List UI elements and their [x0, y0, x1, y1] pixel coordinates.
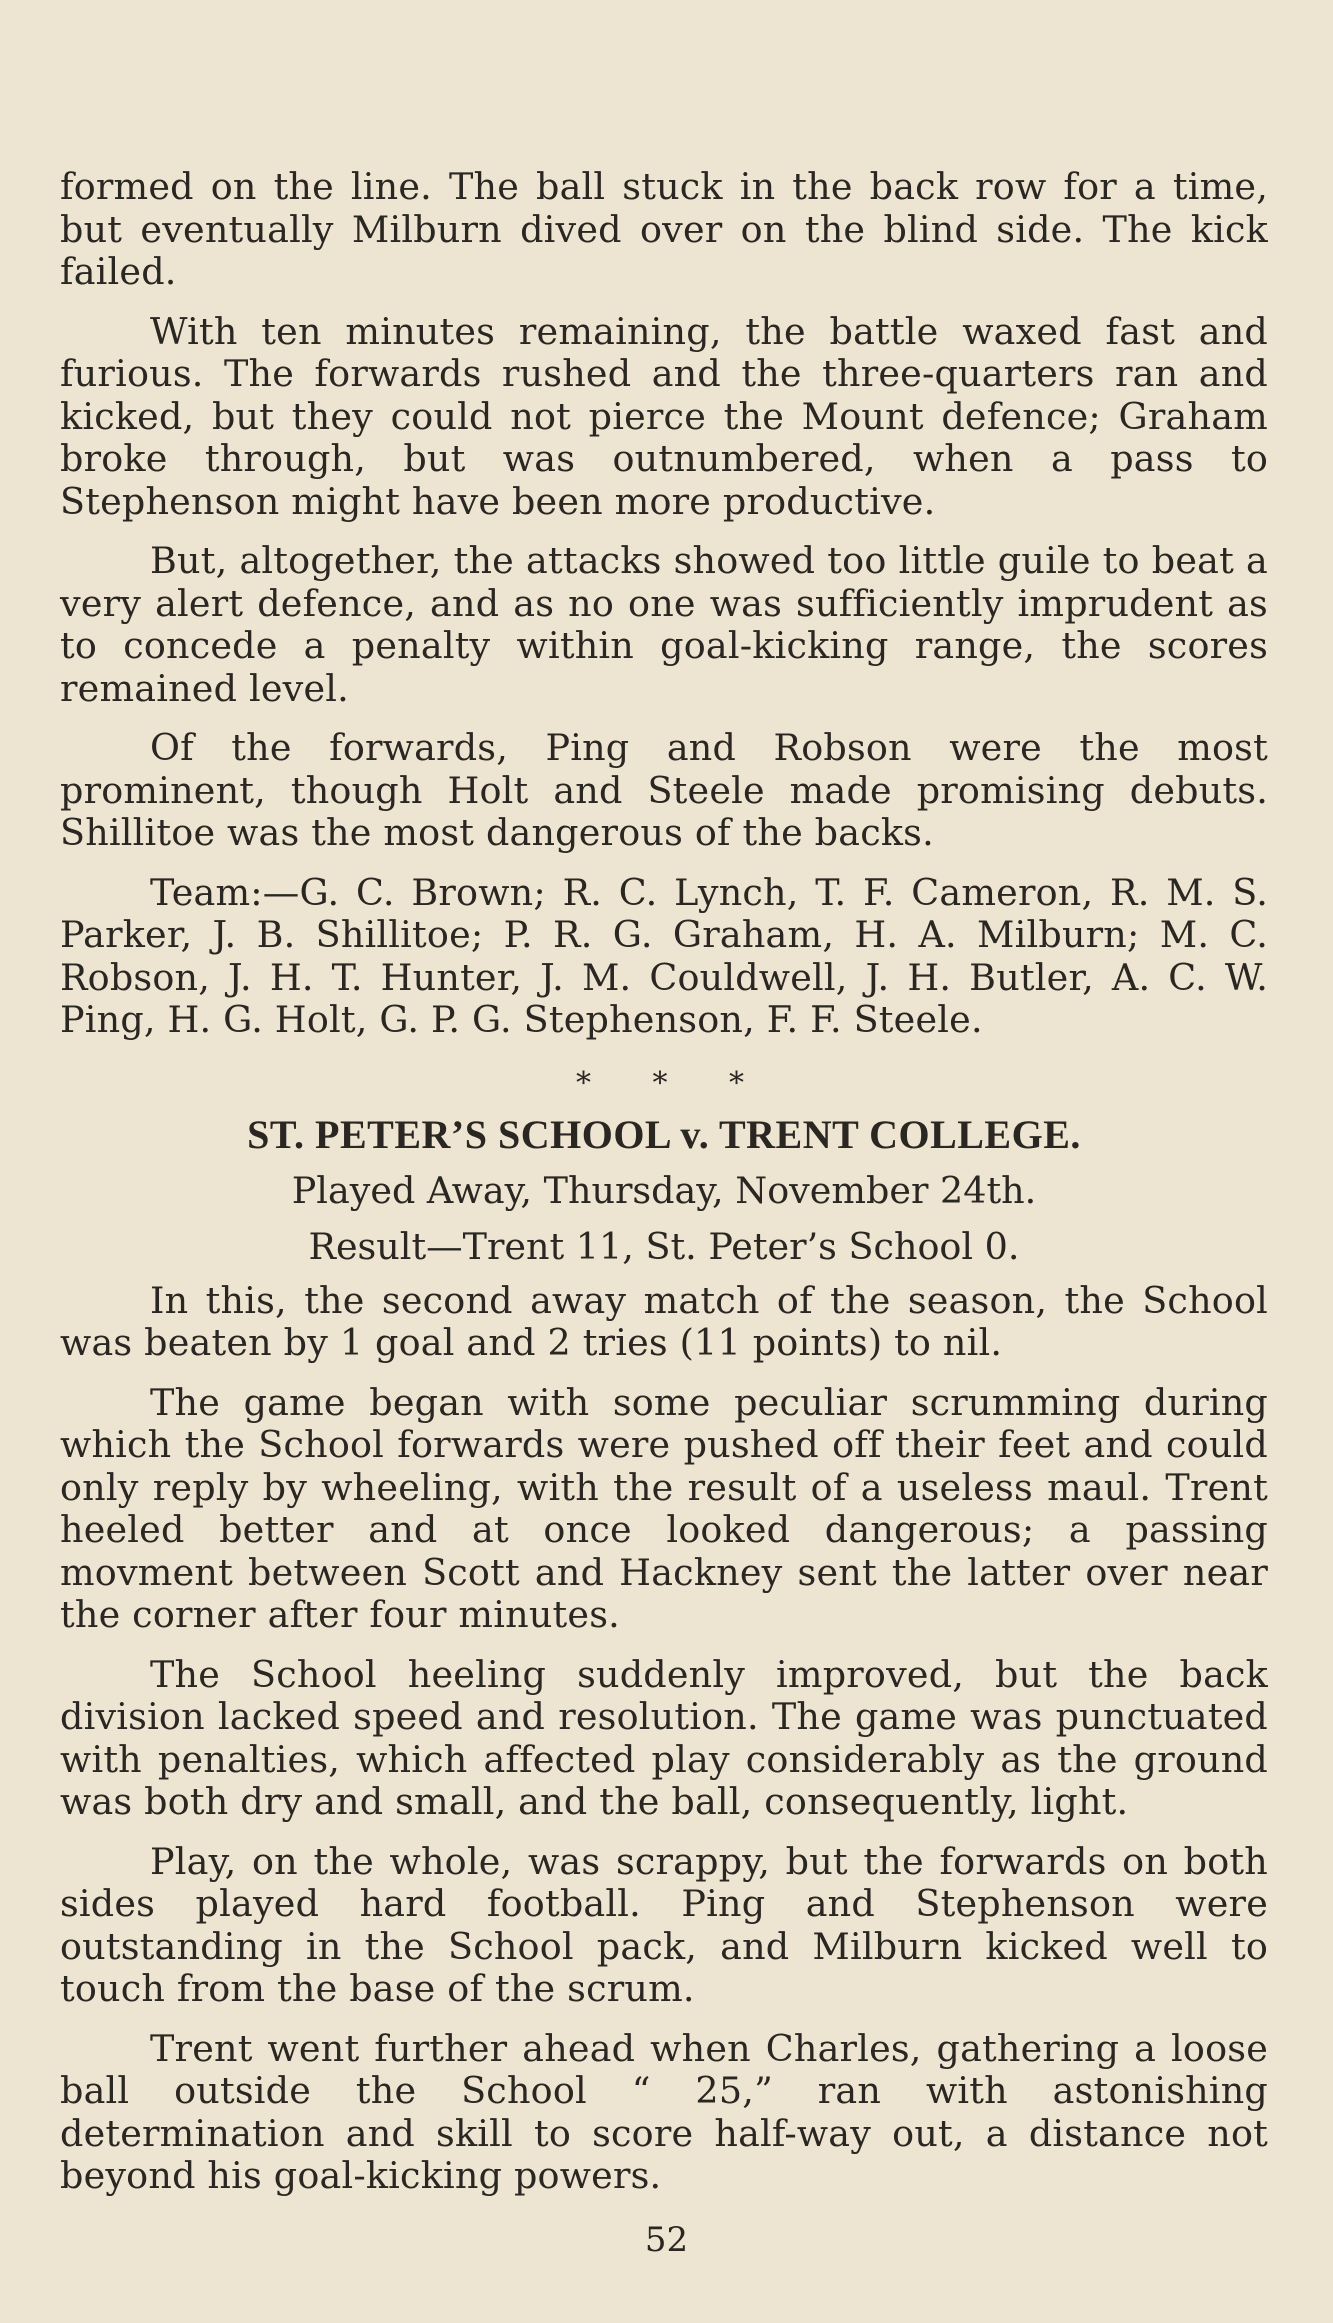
paragraph: Play, on the whole, was scrappy, but the forwards on both sides played hard football. Ping and Stephenson were outstanding in the School pack, and Milburn kicked well to touch from the base of the scrum. [60, 1839, 1268, 2010]
team-list-paragraph: Team:—G. C. Brown; R. C. Lynch, T. F. Cameron, R. M. S. Parker, J. B. Shillitoe; P. R. G. Graham, H. A. Milburn; M. C. Robson, J. H. T. Hunter, J. M. Couldwell, J. H. Butler, A. C. W. Ping, H. G. Holt, G. P. G. Stephenson, F. F. Steele. [60, 870, 1268, 1041]
paragraph: In this, the second away match of the season, the School was beaten by 1 goal and 2 tries (11 points) to nil. [60, 1278, 1268, 1364]
page-number: 52 [644, 2220, 689, 2260]
match-played-line: Played Away, Thursday, November 24th. [291, 1168, 1037, 1212]
paragraph: The School heeling suddenly improved, but the back division lacked speed and resolution. The game was punctuated with penalties, which affected play considerably as the ground was both dry and small, and the ball, consequently, light. [60, 1652, 1268, 1823]
match-result-line: Result—Trent 11, St. Peter’s School 0. [308, 1224, 1020, 1268]
match-heading: ST. PETER’S SCHOOL v. TRENT COLLEGE. [247, 1111, 1081, 1157]
section-separator: * * * [575, 1065, 771, 1101]
paragraph: Trent went further ahead when Charles, gathering a loose ball outside the School “ 25,” ran with astonishing determination and skill to score half-way out, a distance not beyond his goal-kicking powers. [60, 2026, 1268, 2197]
page-body [60, 166, 1268, 2215]
paragraph: formed on the line. The ball stuck in the back row for a time, but eventually Milburn dived over on the blind side. The kick failed. [60, 165, 1268, 293]
paragraph: The game began with some peculiar scrumming during which the School forwards were pushed off their feet and could only reply by wheeling, with the result of a useless maul. Trent heeled better and at once looked dangerous; a passing movment between Scott and Hackney sent the latter over near the corner after four minutes. [60, 1380, 1268, 1636]
paragraph: With ten minutes remaining, the battle waxed fast and furious. The forwards rushed and the three-quarters ran and kicked, but they could not pierce the Mount defence; Graham broke through, but was outnumbered, when a pass to Stephenson might have been more productive. [60, 309, 1268, 523]
paragraph: But, altogether, the attacks showed too little guile to beat a very alert defence, and as no one was sufficiently imprudent as to concede a penalty within goal-kicking range, the scores remained level. [60, 539, 1268, 710]
paragraph: Of the forwards, Ping and Robson were the most prominent, though Holt and Steele made promising debuts. Shillitoe was the most dangerous of the backs. [60, 726, 1268, 854]
